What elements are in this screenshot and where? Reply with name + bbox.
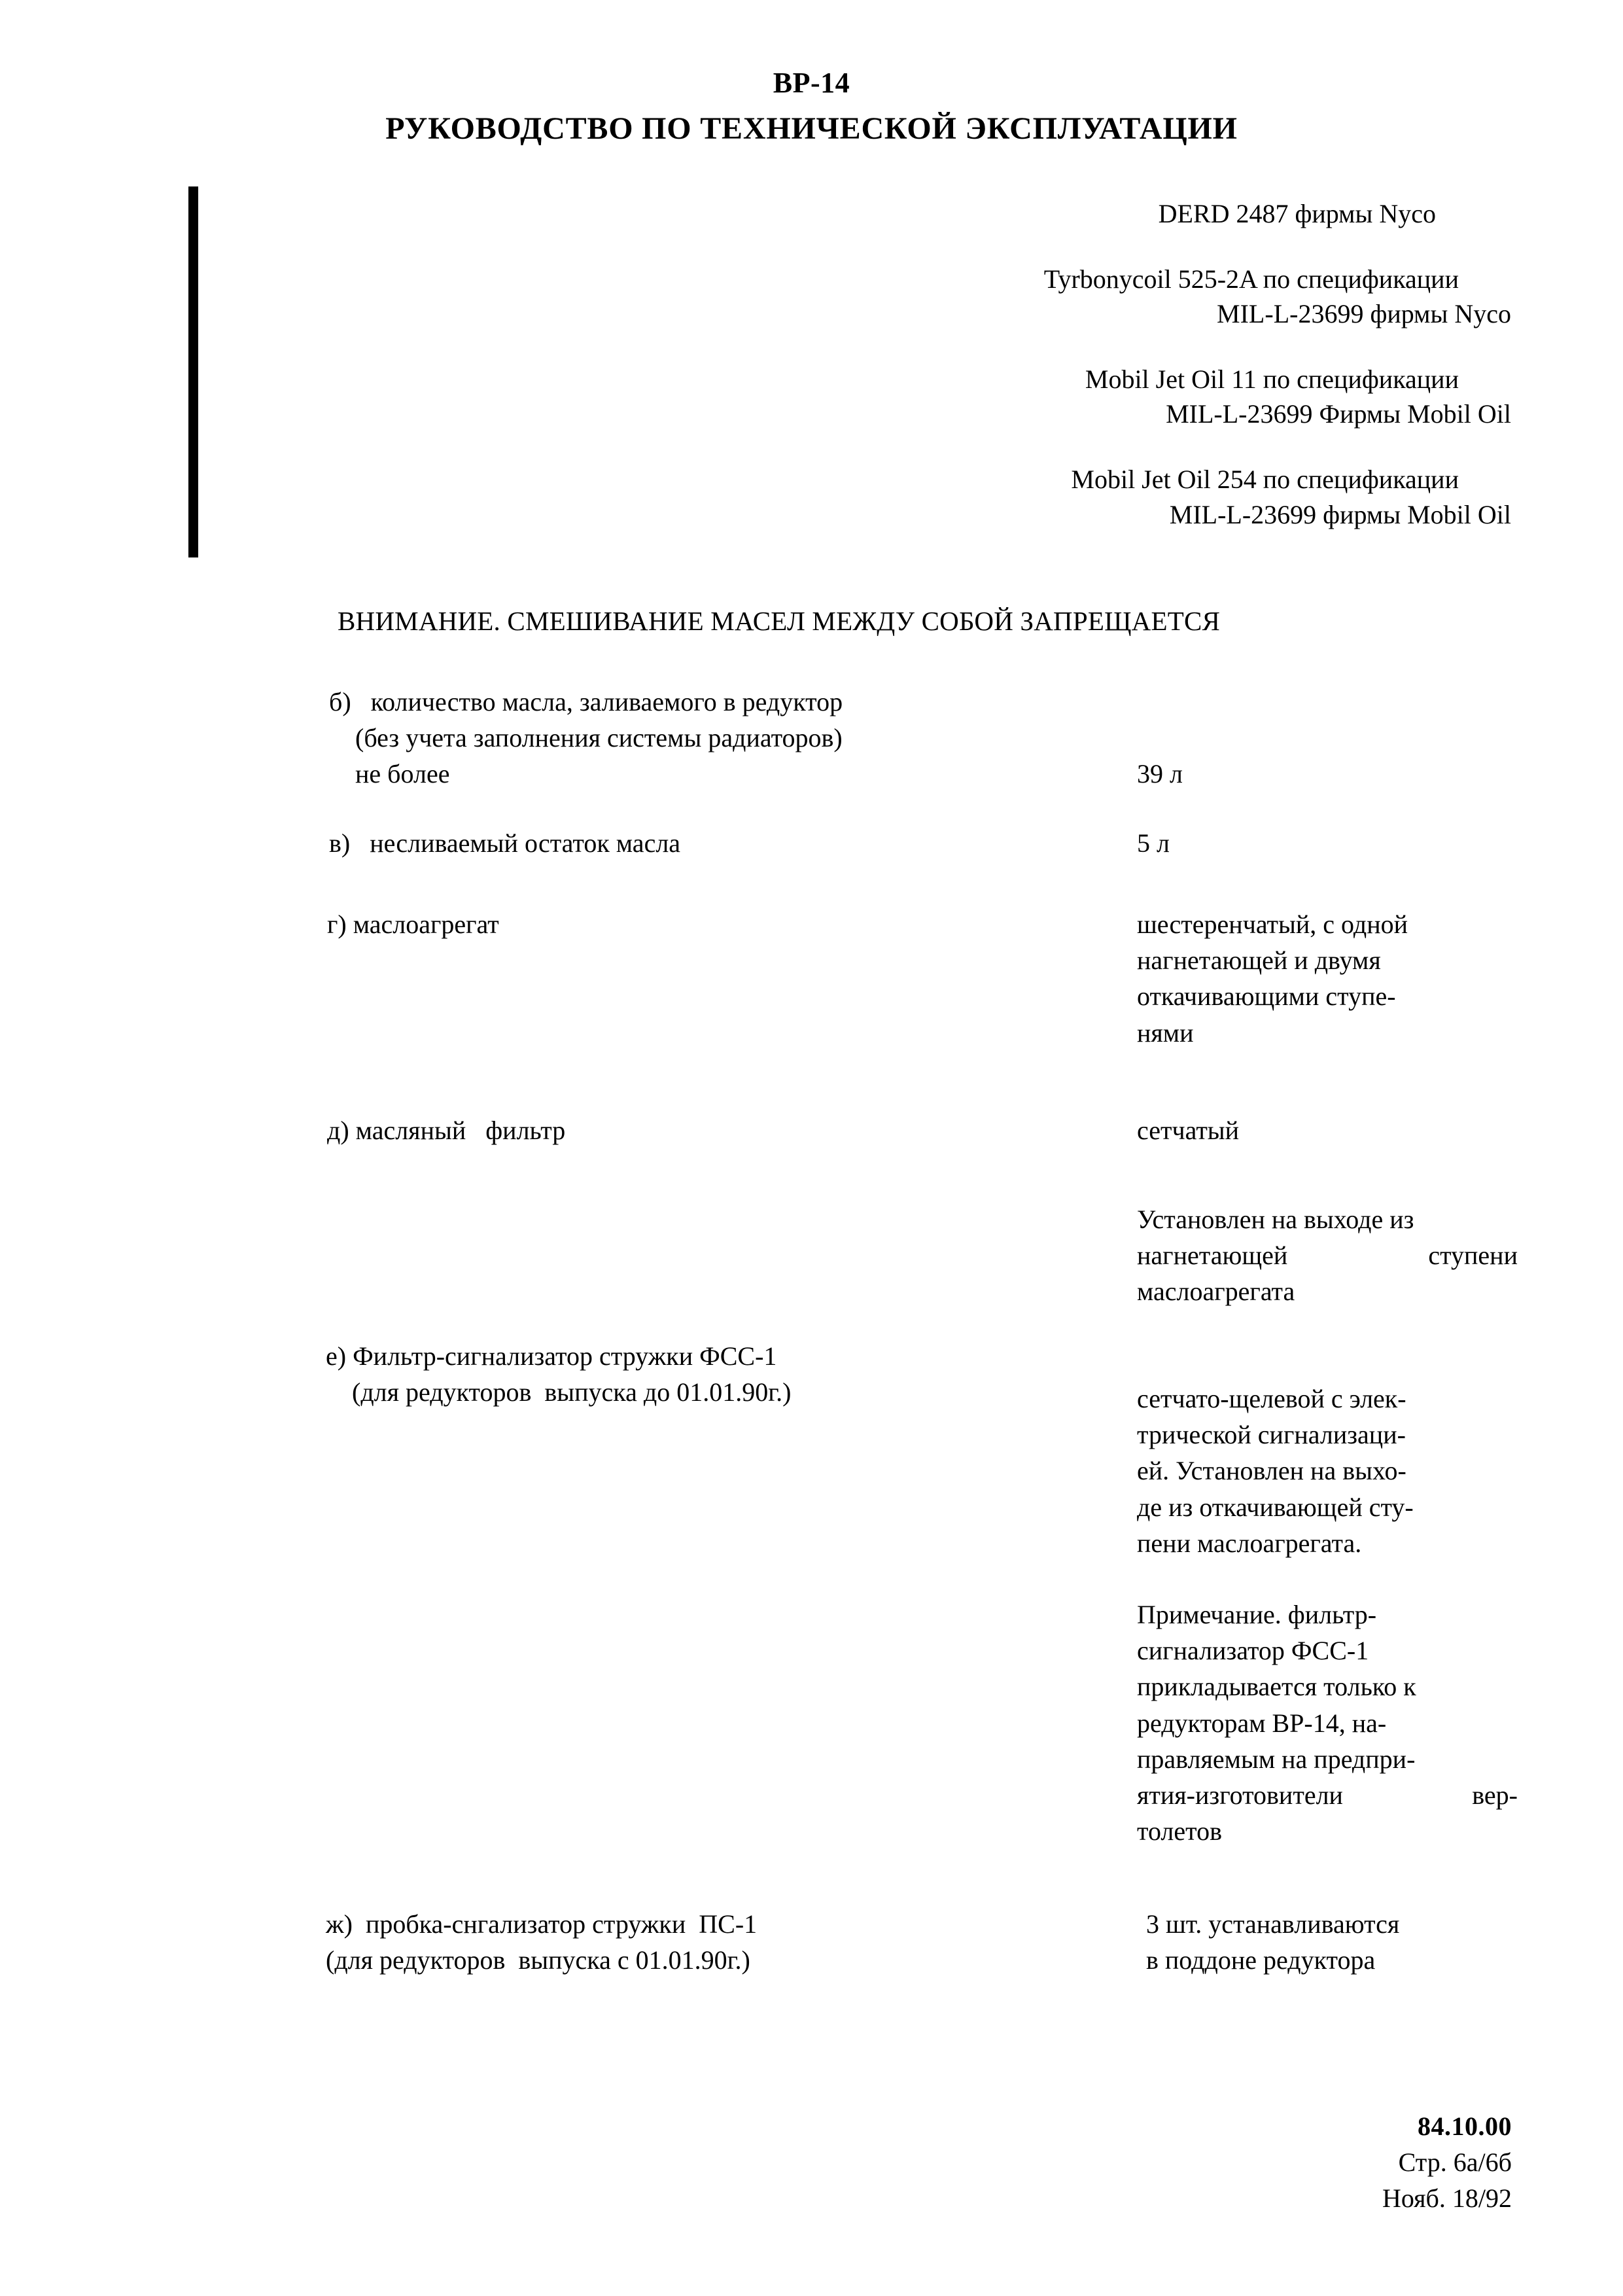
spec-value-line: нями (1137, 1017, 1194, 1048)
warning-notice: ВНИМАНИЕ. СМЕШИВАНИЕ МАСЕЛ МЕЖДУ СОБОЙ ЗАПРЕЩАЕТСЯ (338, 606, 1221, 636)
spec-value-line: 3 шт. устанавливаются (1146, 1909, 1400, 1939)
oil-spec-entry (785, 262, 1511, 332)
spec-label-line: (для редукторов выпуска до 01.01.90г.) (352, 1377, 792, 1407)
spec-value-line: шестеренчатый, с одной (1137, 910, 1408, 939)
page-number: Стр. 6а/6б (1398, 2147, 1512, 2178)
spec-value-line: трической сигнализаци- (1137, 1420, 1406, 1450)
revision-change-bar (188, 186, 198, 557)
spec-value (1137, 756, 1518, 792)
revision-date: Нояб. 18/92 (1382, 2183, 1512, 2214)
spec-value (1146, 1906, 1527, 1978)
spec-value-line: 39 л (1137, 759, 1183, 788)
spec-value-line: Установлен на выходе из (1137, 1205, 1414, 1234)
spec-value-word: нагнетающей (1137, 1241, 1288, 1271)
spec-label-line: д) масляный фильтр (327, 1116, 566, 1145)
spec-label (329, 684, 1081, 792)
spec-label-line: ж) пробка-снгализатор стружки ПС-1 (326, 1909, 758, 1939)
oil-spec-line: MIL-L-23699 фирмы Nyco (1217, 299, 1511, 329)
spec-label-line: г) маслоагрегат (327, 910, 499, 939)
spec-value-line: откачивающими ступе- (1137, 981, 1396, 1012)
spec-value-line: прикладывается только к (1137, 1672, 1416, 1702)
page-footer (1382, 2108, 1512, 2217)
spec-value-word: ступени (1428, 1241, 1518, 1271)
spec-value-line: Примечание. фильтр- (1137, 1600, 1377, 1629)
spec-value-line: де из откачивающей сту- (1137, 1492, 1414, 1522)
spec-value-note (1137, 1597, 1518, 1849)
spec-value-line: сетчато-щелевой с элек- (1137, 1384, 1406, 1413)
spec-label-line: е) Фильтр-сигнализатор стружки ФСС-1 (326, 1341, 777, 1371)
spec-value-line: нагнетающей и двумя (1137, 945, 1381, 976)
oil-spec-line: MIL-L-23699 фирмы Mobil Oil (1169, 499, 1511, 529)
oil-spec-line: Mobil Jet Oil 11 по спецификации (1085, 364, 1459, 394)
spec-value-line: правляемым на предпри- (1137, 1744, 1416, 1774)
spec-label (329, 825, 1081, 861)
oil-spec-entry (785, 196, 1511, 232)
oil-spec-entry (785, 362, 1511, 432)
spec-label-line: в) несливаемый остаток масла (329, 828, 681, 858)
spec-value-word: вер- (1472, 1780, 1518, 1810)
spec-value-line: ей. Установлен на выхо- (1137, 1456, 1406, 1486)
spec-value (1137, 906, 1518, 1051)
spec-label-line: (для редукторов выпуска с 01.01.90г.) (326, 1945, 750, 1975)
spec-label (327, 1112, 1079, 1148)
spec-value-line: сигнализатор ФСС-1 (1137, 1636, 1369, 1666)
spec-label-line: б) количество масла, заливаемого в редуктор (329, 687, 843, 716)
oil-spec-line: Tyrbonycoil 525-2A по спецификации (1043, 264, 1459, 294)
spec-value-line: маслоагрегата (1137, 1277, 1295, 1307)
spec-value-note (1137, 1201, 1518, 1310)
spec-label (326, 1906, 1098, 1978)
spec-label (327, 906, 1079, 942)
spec-label-line: не более (355, 759, 450, 789)
spec-value-word: ятия-изготовители (1137, 1780, 1343, 1810)
oil-spec-line: MIL-L-23699 Фирмы Mobil Oil (1166, 399, 1511, 429)
spec-label-line: (без учета заполнения системы радиаторов) (355, 723, 843, 753)
spec-value (1137, 825, 1518, 861)
oil-spec-entry (785, 462, 1511, 532)
document-code: ВР-14 (773, 67, 850, 99)
chapter-number: 84.10.00 (1418, 2111, 1512, 2141)
spec-value-line: редукторам ВР-14, на- (1137, 1708, 1387, 1738)
spec-value (1137, 1381, 1518, 1561)
page-title: РУКОВОДСТВО ПО ТЕХНИЧЕСКОЙ ЭКСПЛУАТАЦИИ (385, 111, 1238, 146)
spec-value-line: сетчатый (1137, 1116, 1240, 1145)
spec-value-line (1137, 1777, 1518, 1813)
oil-spec-line: Mobil Jet Oil 254 по спецификации (1071, 464, 1459, 494)
spec-value-line: в поддоне редуктора (1146, 1945, 1376, 1975)
spec-value (1137, 1112, 1518, 1148)
spec-label (326, 1338, 1098, 1410)
spec-value-line: 5 л (1137, 828, 1170, 858)
page-header (0, 69, 1623, 145)
oil-spec-line: DERD 2487 фирмы Nyco (1158, 199, 1436, 228)
spec-value-line: толетов (1137, 1816, 1222, 1846)
spec-value-line: пени маслоагрегата. (1137, 1528, 1362, 1558)
spec-value-line (1137, 1237, 1518, 1273)
oil-specifications-list (785, 196, 1511, 532)
